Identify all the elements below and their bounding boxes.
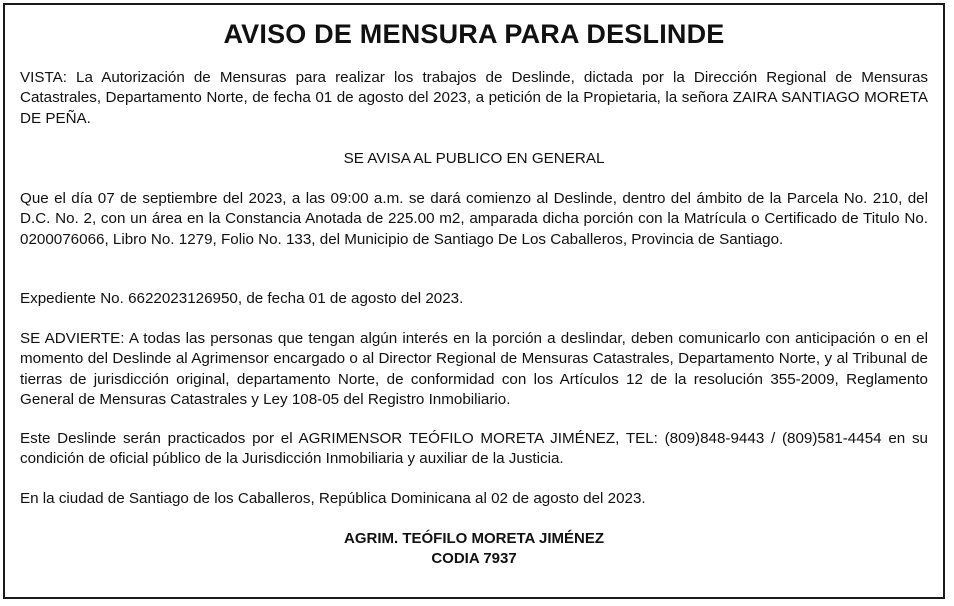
paragraph-lugar-fecha: En la ciudad de Santiago de los Caballeros, República Dominicana al 02 de agosto del 2023. xyxy=(20,490,646,507)
paragraph-expediente: Expediente No. 6622023126950, de fecha 01 de agosto del 2023. xyxy=(20,290,464,307)
notice-title: AVISO DE MENSURA PARA DESLINDE xyxy=(223,19,725,49)
signature-name: AGRIM. TEÓFILO MORETA JIMÉNEZ xyxy=(344,530,604,547)
paragraph-agrimensor: Este Deslinde serán practicados por el AGRIMENSOR TEÓFILO MORETA JIMÉNEZ, TEL: (809)848-9443 / (809)581-4454 en su condición de oficial público de la Jurisdicción Inmobiliaria y auxiliar de la Justicia. xyxy=(20,430,928,468)
paragraph-aviso-publico: SE AVISA AL PUBLICO EN GENERAL xyxy=(343,150,605,167)
signature-codia: CODIA 7937 xyxy=(431,550,517,567)
paragraph-advertencia: SE ADVIERTE: A todas las personas que tengan algún interés en la porción a deslindar, deben comunicarlo con anticipación o en el momento del Deslinde al Agrimensor encargado o al Director Regional de Mensuras Catastrales, Departamento Norte, y al Tribunal de tierras de jurisdicción original, departamento Norte, de conformidad con los Artículos 12 de la resolución 355-2009, Reglamento General de Mensuras Catastrales y Ley 108-05 del Registro Inmobiliario. xyxy=(20,330,928,409)
paragraph-detalle: Que el día 07 de septiembre del 2023, a las 09:00 a.m. se dará comienzo al Deslinde, dentro del ámbito de la Parcela No. 210, del D.C. No. 2, con un área en la Constancia Anotada de 225.00 m2, amparada dicha porción con la Matrícula o Certificado de Titulo No. 0200076066, Libro No. 1279, Folio No. 133, del Municipio de Santiago De Los Caballeros, Provincia de Santiago. xyxy=(20,190,928,248)
paragraph-vista: VISTA: La Autorización de Mensuras para realizar los trabajos de Deslinde, dictada por la Dirección Regional de Mensuras Catastrales, Departamento Norte, de fecha 01 de agosto del 2023, a petición de la Propietaria, la señora ZAIRA SANTIAGO MORETA DE PEÑA. xyxy=(20,69,928,127)
